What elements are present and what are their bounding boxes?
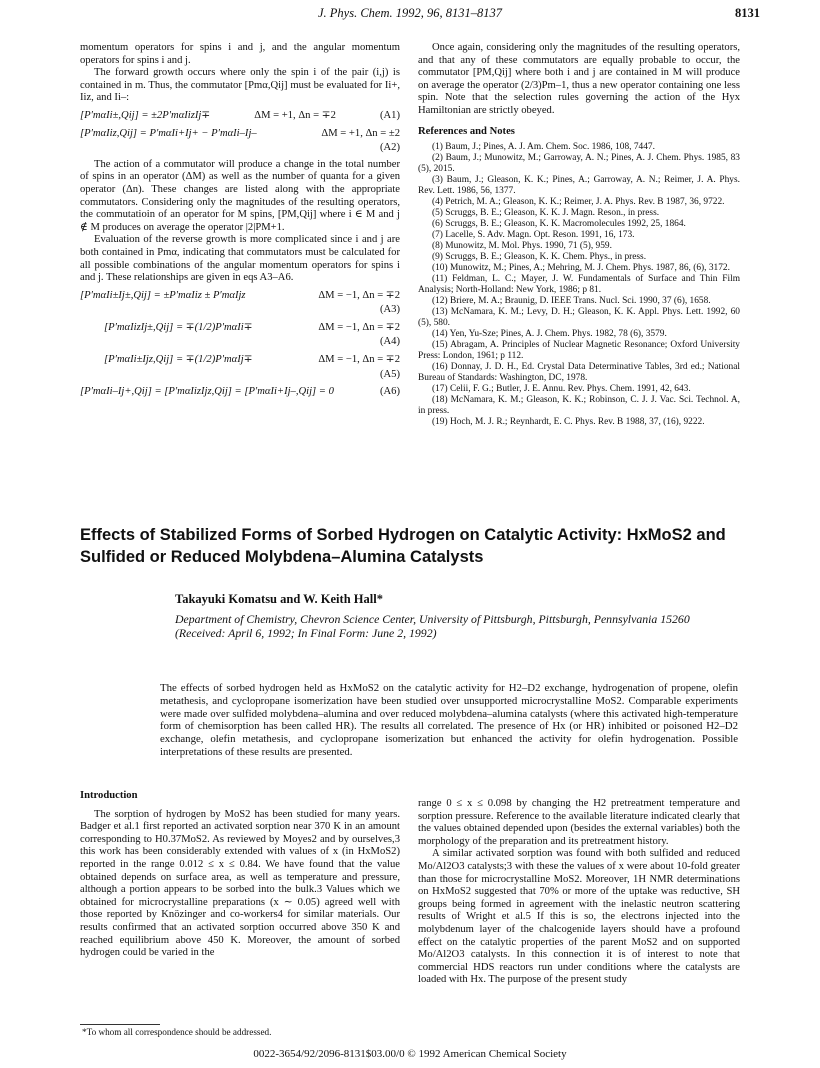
section-heading: Introduction [80,790,138,801]
footnote-rule [80,1024,160,1025]
equation-a3: [P′mαIi±Ij±,Qij] = ±P′mαIiz ± P′mαIjz ΔM = −1, Δn = ∓2 [80,289,400,301]
reference-item: (18) McNamara, K. M.; Gleason, K. K.; Robinson, C. J. J. Vac. Sci. Technol. A, in press. [418,395,740,417]
equation-a4: [P′mαIizIj±,Qij] = ∓(1/2)P′mαIi∓ ΔM = −1, Δn = ∓2 [104,321,400,333]
copyright-footer: 0022-3654/92/2096-8131$03.00/0 © 1992 American Chemical Society [253,1048,567,1060]
reference-item: (11) Feldman, L. C.; Mayer, J. W. Fundamentals of Surface and Thin Film Analysis; North-Holland: New York, 1986; p 81. [418,274,740,296]
reference-item: (9) Scruggs, B. E.; Gleason, K. K. Chem. Phys., in press. [432,252,647,263]
reference-item: (13) McNamara, K. M.; Levy, D. H.; Gleason, K. K. Appl. Phys. Lett. 1992, 60 (5), 580. [418,307,740,329]
affiliation-text: Department of Chemistry, Chevron Science Center, University of Pittsburgh, Pittsburgh, Pennsylvania 15260 [175,612,690,626]
equation-a1: [P′mαIi±,Qij] = ±2P′mαIizIj∓ ΔM = +1, Δn = ∓2 (A1) [80,109,400,121]
reference-item: (1) Baum, J.; Pines, A. J. Am. Chem. Soc. 1986, 108, 7447. [432,142,655,153]
paragraph: A similar activated sorption was found with both sulfided and reduced Mo/Al2O3 catalysts;3 with these the values of x were about 10-fold greater than those for microcrystalline MoS2. Moreover, 1H NMR determinations on HxMoS2 suggested that 70% or more of the uptake was reductive, SH groups being formed in agreement with the inelastic neutron scattering results of Wright et al.5 If this is so, the electrons injected into the molybdenum layer of the chalcogenide layers should have a profound effect on the catalytic properties of the parent MoS2 and on supported Mo/Al2O3 catalysts. In this connection it is of interest to note that commercial HDS reactors run under conditions where the catalysts are loaded with Hx. The purpose of the present study [418,848,740,986]
paragraph: range 0 ≤ x ≤ 0.098 by changing the H2 pretreatment temperature and sorption pressure. Reference to the available literature indicated clearly that the values obtained depended upon (besides the external variables) both the morphology of the preparation and its pretreatment history. [418,798,740,847]
correspondence-footnote: *To whom all correspondence should be addressed. [82,1027,272,1037]
reference-item: (7) Lacelle, S. Adv. Magn. Opt. Reson. 1991, 16, 173. [432,230,635,241]
reference-item: (8) Munowitz, M. Mol. Phys. 1990, 71 (5), 959. [432,241,612,252]
reference-item: (15) Abragam, A. Principles of Nuclear Magnetic Resonance; Oxford University Press: London, 1961; p 112. [418,340,740,362]
abstract: The effects of sorbed hydrogen held as HxMoS2 on the catalytic activity for H2–D2 exchange, hydrogenation of propene, olefin metathesis, and cyclopropane isomerization have been studied over unsupported microcrystalline MoS2. Comparable experiments were made over sulfided molybdena–alumina and over reduced molybdena–alumina catalysts (where this activated high-temperature form of chemisorption has been called HR). The results all correlated. The presence of Hx (or HR) inhibited or poisoned H2–D2 exchange, olefin metathesis, and cyclopropane isomerization but enhanced the activity for olefin hydrogenation. Possible interpretations of these results are presented. [160,682,738,758]
equation-a2: [P′mαIiz,Qij] = P′mαIi+Ij+ − P′mαIi–Ij– ΔM = +1, Δn = ±2 [80,127,400,139]
equation-number: (A4) [379,336,400,348]
paragraph: Evaluation of the reverse growth is more complicated since i and j are both contained in Pmα, indicating that commutators must be calculated for all possible combinations of the angular momentum operators for spins i and j. These relationships are given in eqs A3–A6. [80,234,400,284]
reference-item: (4) Petrich, M. A.; Gleason, K. K.; Reimer, J. A. Phys. Rev. B 1987, 36, 9722. [432,197,725,208]
reference-item: (19) Hoch, M. J. R.; Reynhardt, E. C. Phys. Rev. B 1988, 37, (16), 9222. [432,417,705,428]
references-list [418,142,740,428]
left-column-top [80,42,400,404]
journal-citation: J. Phys. Chem. 1992, 96, 8131–8137 [317,6,502,20]
equation-number: (A3) [379,304,400,316]
reference-item: (17) Celii, F. G.; Butler, J. E. Annu. Rev. Phys. Chem. 1991, 42, 643. [432,384,691,395]
reference-item: (3) Baum, J.; Gleason, K. K.; Pines, A.; Garroway, A. N.; Reimer, J. A. Phys. Rev. Lett. 1986, 56, 1377. [418,175,740,197]
article-title: Effects of Stabilized Forms of Sorbed Hydrogen on Catalytic Activity: HxMoS2 and Sulfided or Reduced Molybdena–Alumina Catalysts [80,526,726,566]
equation-number: (A5) [379,368,400,380]
paragraph: momentum operators for spins i and j, and the angular momentum operators for spins i and j. [80,42,400,66]
equation-a6: [P′mαIi–Ij+,Qij] = [P′mαIizIjz,Qij] = [P′mαIi+Ij–,Qij] = 0 (A6) [80,386,400,398]
article-authors: Takayuki Komatsu and W. Keith Hall* [175,592,383,606]
introduction-left [80,790,400,960]
paragraph: Once again, considering only the magnitudes of the resulting operators, and that any of these commutators are equally probable to occur, the commutator [PM,Qij] where both i and j are contained in M will produce on average the operator (2/3)Pm–1, thus a new operator containing one less spin. Note that the selection rules governing the action of the Hyx Hamiltonian are strictly obeyed. [418,42,740,116]
right-column-top [418,42,740,428]
paragraph: The forward growth occurs where only the spin i of the pair (i,j) is contained in m. Thus, the commutator [Pmα,Qij] must be evaluated for Ii+, Iiz, and Ii–: [80,67,400,104]
references-heading: References and Notes [418,125,515,137]
introduction-right [418,798,740,987]
reference-item: (5) Scruggs, B. E.; Gleason, K. K. J. Magn. Reson., in press. [432,208,660,219]
running-header [0,6,820,28]
reference-item: (6) Scruggs, B. E.; Gleason, K. K. Macromolecules 1992, 25, 1864. [432,219,686,230]
reference-item: (12) Briere, M. A.; Braunig, D. IEEE Trans. Nucl. Sci. 1990, 37 (6), 1658. [432,296,711,307]
reference-item: (14) Yen, Yu-Sze; Pines, A. J. Chem. Phys. 1982, 78 (6), 3579. [432,329,667,340]
paragraph: The sorption of hydrogen by MoS2 has been studied for many years. Badger et al.1 first reported an activated sorption near 370 K in an amount corresponding to H0.37MoS2. As reviewed by Moyes2 and by ourselves,3 this work has been considerably extended with values of x (in HxMoS2) reported in the range 0.012 ≤ x ≤ 0.84. We have found that the value obtained depends on surface area, as well as temperature and pressure, although a portion appears to be sorbed into the bulk.3 Values which we obtained for microcrystalline preparations (x ∼ 0.05) agreed well with those reported by Knözinger and co-workers4 for similar materials. Our results confirmed that an activated sorption occurred above 350 K and reached equilibrium above 450 K. Moreover, the amount of sorbed hydrogen could be varied in the [80,808,400,959]
equation-number: (A2) [379,142,400,154]
paragraph: The action of a commutator will produce a change in the total number of spins in an operator (ΔM) as well as the number of quanta for a given operator (Δn). These changes are listed along with the appropriate commutators. Considering only the magnitudes of the resulting operators, the commutatioin of an operator for M spins, [PM,Qij] where i ∈ M and j ∉ M produces on average the operator |2|PM+1. [80,158,400,233]
reference-item: (10) Munowitz, M.; Pines, A.; Mehring, M. J. Chem. Phys. 1987, 86, (6), 3172. [432,263,730,274]
page-number: 8131 [735,6,760,20]
reference-item: (2) Baum, J.; Munowitz, M.; Garroway, A. N.; Pines, A. J. Chem. Phys. 1985, 83 (5), 2015. [418,153,740,175]
equation-a5: [P′mαIi±Ijz,Qij] = ∓(1/2)P′mαIj∓ ΔM = −1, Δn = ∓2 [104,354,400,366]
article-affiliation [175,612,735,640]
received-dates: (Received: April 6, 1992; In Final Form: June 2, 1992) [175,626,437,640]
reference-item: (16) Donnay, J. D. H., Ed. Crystal Data Determinative Tables, 3rd ed.; National Bureau of Standards: Washington, DC, 1978. [418,362,740,384]
